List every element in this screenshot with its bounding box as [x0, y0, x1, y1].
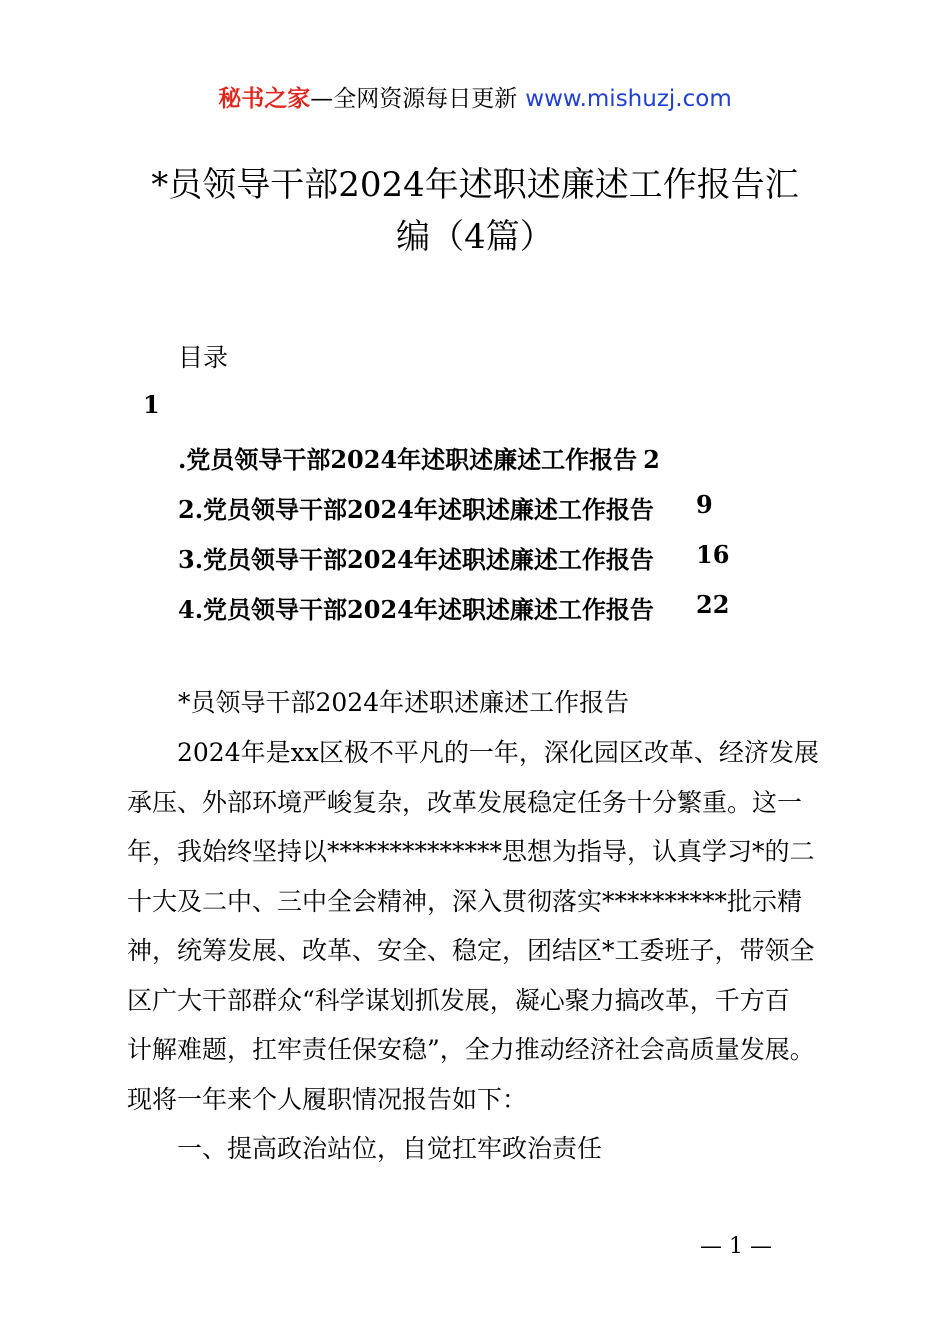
- toc-label: 目录: [178, 343, 229, 372]
- body-line: 承压、外部环境严峻复杂，改革发展稳定任务十分繁重。这一: [127, 787, 803, 817]
- toc-item-text: 3.党员领导干部2024年述职述廉述工作报告: [178, 545, 654, 574]
- body-line: 一、提高政治站位，自觉扛牢政治责任: [127, 1134, 603, 1163]
- body-line: 区广大干部群众“科学谋划抓发展，凝心聚力搞改革，千方百: [127, 985, 790, 1015]
- toc-first-number: 1: [143, 390, 160, 419]
- body-line: 现将一年来个人履职情况报告如下：: [127, 1084, 528, 1114]
- body-line: 年，我始终坚持以**************思想为指导，认真学习*的二: [127, 837, 815, 866]
- body-line: 计解难题，扛牢责任保安稳”，全力推动经济社会高质量发展。: [127, 1035, 815, 1064]
- toc-item-page: 2: [643, 445, 660, 474]
- section-title: *员领导干部2024年述职述廉述工作报告: [178, 688, 630, 717]
- site-header: [0, 80, 950, 113]
- toc-item-page: 9: [696, 490, 713, 519]
- body-line: 神，统筹发展、改革、安全、稳定，团结区*工委班子，带领全: [127, 936, 815, 965]
- body-line: 2024年是xx区极不平凡的一年，深化园区改革、经济发展: [127, 738, 819, 767]
- header-slogan: —全网资源每日更新: [310, 86, 518, 112]
- toc-item[interactable]: [178, 490, 654, 525]
- brand-name: 秘书之家: [218, 86, 311, 112]
- toc-item[interactable]: [178, 440, 660, 475]
- document-title-line-2: 编（4篇）: [396, 217, 554, 257]
- document-title-line-1: *员领导干部2024年述职述廉述工作报告汇: [151, 165, 799, 205]
- toc-item-text: 2.党员领导干部2024年述职述廉述工作报告: [178, 495, 654, 524]
- toc-item-page: 22: [696, 590, 730, 619]
- body-text: [127, 728, 857, 1174]
- toc-item-page: 16: [696, 540, 730, 569]
- header-url[interactable]: www.mishuzj.com: [525, 86, 732, 112]
- page-number-footer: — 1 —: [700, 1234, 772, 1259]
- body-line: 十大及二中、三中全会精神，深入贯彻落实**********批示精: [127, 886, 803, 916]
- toc-item-text: .党员领导干部2024年述职述廉述工作报告: [178, 445, 638, 474]
- toc-item-text: 4.党员领导干部2024年述职述廉述工作报告: [178, 595, 654, 624]
- toc-item[interactable]: [178, 540, 654, 575]
- toc-item[interactable]: [178, 590, 654, 625]
